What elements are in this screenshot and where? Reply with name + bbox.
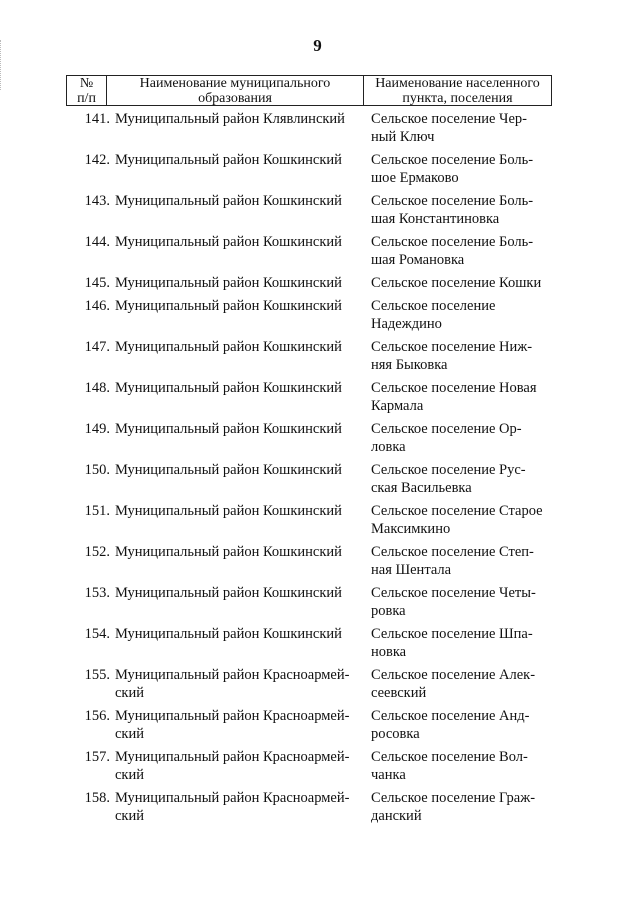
- municipality-line: Муниципальный район Красноармей-: [115, 667, 350, 683]
- row-number: 141.: [84, 111, 110, 127]
- municipality-cell: [115, 543, 363, 561]
- settlement-line: новка: [371, 644, 407, 660]
- municipality-cell: [115, 338, 363, 356]
- settlement-cell: [371, 192, 561, 228]
- table-row: [0, 151, 635, 192]
- table-row: [0, 625, 635, 666]
- settlement-line: Сельское поселение Старое: [371, 503, 543, 519]
- settlement-line: Сельское поселение: [371, 298, 496, 314]
- municipality-line: Муниципальный район Кошкинский: [115, 339, 342, 355]
- municipality-cell: [115, 192, 363, 210]
- table-row: [0, 233, 635, 274]
- municipality-line: Муниципальный район Кошкинский: [115, 544, 342, 560]
- settlement-cell: [371, 151, 561, 187]
- settlement-line: шая Романовка: [371, 252, 465, 268]
- settlement-line: ская Васильевка: [371, 480, 472, 496]
- settlement-line: чанка: [371, 767, 406, 783]
- table-row: [0, 666, 635, 707]
- municipality-cell: [115, 707, 363, 743]
- settlement-cell: [371, 748, 561, 784]
- municipality-line: Муниципальный район Кошкинский: [115, 275, 342, 291]
- settlement-line: Сельское поселение Анд-: [371, 708, 530, 724]
- table-row: [0, 297, 635, 338]
- header-number-cell: [67, 76, 107, 105]
- municipality-line: Муниципальный район Кошкинский: [115, 585, 342, 601]
- settlement-cell: [371, 297, 561, 333]
- header-number-line: №: [79, 76, 94, 91]
- settlement-cell: [371, 420, 561, 456]
- municipality-line: Муниципальный район Кошкинский: [115, 234, 342, 250]
- settlement-line: Сельское поселение Чер-: [371, 111, 527, 127]
- row-number: 150.: [84, 462, 110, 478]
- municipality-line: ский: [115, 726, 144, 742]
- municipality-line: Муниципальный район Кошкинский: [115, 462, 342, 478]
- settlement-line: Кармала: [371, 398, 424, 414]
- municipality-cell: [115, 420, 363, 438]
- settlement-cell: [371, 274, 561, 292]
- municipality-cell: [115, 502, 363, 520]
- municipality-cell: [115, 274, 363, 292]
- header-municipality-cell: [107, 76, 364, 105]
- row-number: 155.: [84, 667, 110, 683]
- settlement-line: ная Шентала: [371, 562, 452, 578]
- municipality-line: Муниципальный район Кошкинский: [115, 421, 342, 437]
- settlement-cell: [371, 543, 561, 579]
- settlement-line: Сельское поселение Рус-: [371, 462, 526, 478]
- row-number: 143.: [84, 193, 110, 209]
- municipality-line: Муниципальный район Красноармей-: [115, 790, 350, 806]
- table-row: [0, 543, 635, 584]
- municipality-cell: [115, 584, 363, 602]
- municipality-line: ский: [115, 767, 144, 783]
- row-number: 156.: [84, 708, 110, 724]
- table-row: [0, 502, 635, 543]
- settlement-line: шая Константиновка: [371, 211, 500, 227]
- settlement-line: Сельское поселение Вол-: [371, 749, 528, 765]
- settlement-line: Сельское поселение Боль-: [371, 152, 534, 168]
- table-row: [0, 748, 635, 789]
- row-number: 153.: [84, 585, 110, 601]
- settlement-line: Максимкино: [371, 521, 451, 537]
- settlement-line: ловка: [371, 439, 406, 455]
- settlement-line: Сельское поселение Боль-: [371, 234, 534, 250]
- settlement-line: Надеждино: [371, 316, 442, 332]
- municipality-line: Муниципальный район Красноармей-: [115, 749, 350, 765]
- settlement-line: Сельское поселение Степ-: [371, 544, 534, 560]
- settlement-cell: [371, 502, 561, 538]
- settlement-cell: [371, 110, 561, 146]
- municipality-cell: [115, 233, 363, 251]
- settlement-line: шое Ермаково: [371, 170, 459, 186]
- municipality-line: Муниципальный район Кошкинский: [115, 626, 342, 642]
- settlement-line: Сельское поселение Граж-: [371, 790, 536, 806]
- municipality-cell: [115, 748, 363, 784]
- table-body: [0, 110, 635, 830]
- settlement-cell: [371, 338, 561, 374]
- header-municipality-line: образования: [198, 91, 272, 106]
- municipality-cell: [115, 297, 363, 315]
- table-row: [0, 707, 635, 748]
- page-number: 9: [313, 36, 322, 55]
- settlement-line: ровка: [371, 603, 406, 619]
- municipality-cell: [115, 666, 363, 702]
- table-row: [0, 110, 635, 151]
- row-number: 152.: [84, 544, 110, 560]
- settlement-cell: [371, 233, 561, 269]
- settlement-line: росовка: [371, 726, 420, 742]
- table-row: [0, 192, 635, 233]
- settlement-cell: [371, 461, 561, 497]
- settlement-line: сеевский: [371, 685, 427, 701]
- settlement-cell: [371, 379, 561, 415]
- settlement-line: ный Ключ: [371, 129, 435, 145]
- settlement-cell: [371, 789, 561, 825]
- settlement-line: Сельское поселение Боль-: [371, 193, 534, 209]
- settlement-line: Сельское поселение Четы-: [371, 585, 536, 601]
- row-number: 157.: [84, 749, 110, 765]
- municipality-cell: [115, 110, 363, 128]
- table-header: [66, 75, 552, 106]
- municipality-cell: [115, 461, 363, 479]
- row-number: 149.: [84, 421, 110, 437]
- municipality-line: ский: [115, 685, 144, 701]
- row-number: 146.: [84, 298, 110, 314]
- settlement-line: Сельское поселение Алек-: [371, 667, 536, 683]
- settlement-line: Сельское поселение Кошки: [371, 275, 542, 291]
- settlement-line: Сельское поселение Ор-: [371, 421, 522, 437]
- municipality-cell: [115, 789, 363, 825]
- table-row: [0, 584, 635, 625]
- row-number: 142.: [84, 152, 110, 168]
- municipality-line: Муниципальный район Кошкинский: [115, 380, 342, 396]
- table-row: [0, 789, 635, 830]
- table-row: [0, 379, 635, 420]
- header-settlement-line: Наименование населенного: [375, 76, 540, 91]
- settlement-line: няя Быковка: [371, 357, 448, 373]
- municipality-cell: [115, 625, 363, 643]
- settlement-cell: [371, 625, 561, 661]
- municipality-line: Муниципальный район Кошкинский: [115, 193, 342, 209]
- table-row: [0, 338, 635, 379]
- row-number: 147.: [84, 339, 110, 355]
- header-municipality-line: Наименование муниципального: [139, 76, 331, 91]
- header-number-line: п/п: [77, 91, 96, 106]
- municipality-line: Муниципальный район Кошкинский: [115, 298, 342, 314]
- municipality-line: Муниципальный район Кошкинский: [115, 152, 342, 168]
- settlement-line: данский: [371, 808, 422, 824]
- table-row: [0, 461, 635, 502]
- settlement-line: Сельское поселение Шпа-: [371, 626, 533, 642]
- row-number: 158.: [84, 790, 110, 806]
- row-number: 154.: [84, 626, 110, 642]
- row-number: 151.: [84, 503, 110, 519]
- table-row: [0, 420, 635, 461]
- header-settlement-line: пункта, поселения: [402, 91, 513, 106]
- municipality-line: ский: [115, 808, 144, 824]
- municipality-line: Муниципальный район Кошкинский: [115, 503, 342, 519]
- municipality-line: Муниципальный район Красноармей-: [115, 708, 350, 724]
- municipality-cell: [115, 379, 363, 397]
- row-number: 148.: [84, 380, 110, 396]
- row-number: 145.: [84, 275, 110, 291]
- row-number: 144.: [84, 234, 110, 250]
- table-row: [0, 274, 635, 297]
- municipality-cell: [115, 151, 363, 169]
- municipality-line: Муниципальный район Клявлинский: [115, 111, 345, 127]
- settlement-line: Сельское поселение Новая: [371, 380, 537, 396]
- settlement-cell: [371, 584, 561, 620]
- header-settlement-cell: [364, 76, 551, 105]
- settlement-cell: [371, 666, 561, 702]
- settlement-cell: [371, 707, 561, 743]
- settlement-line: Сельское поселение Ниж-: [371, 339, 533, 355]
